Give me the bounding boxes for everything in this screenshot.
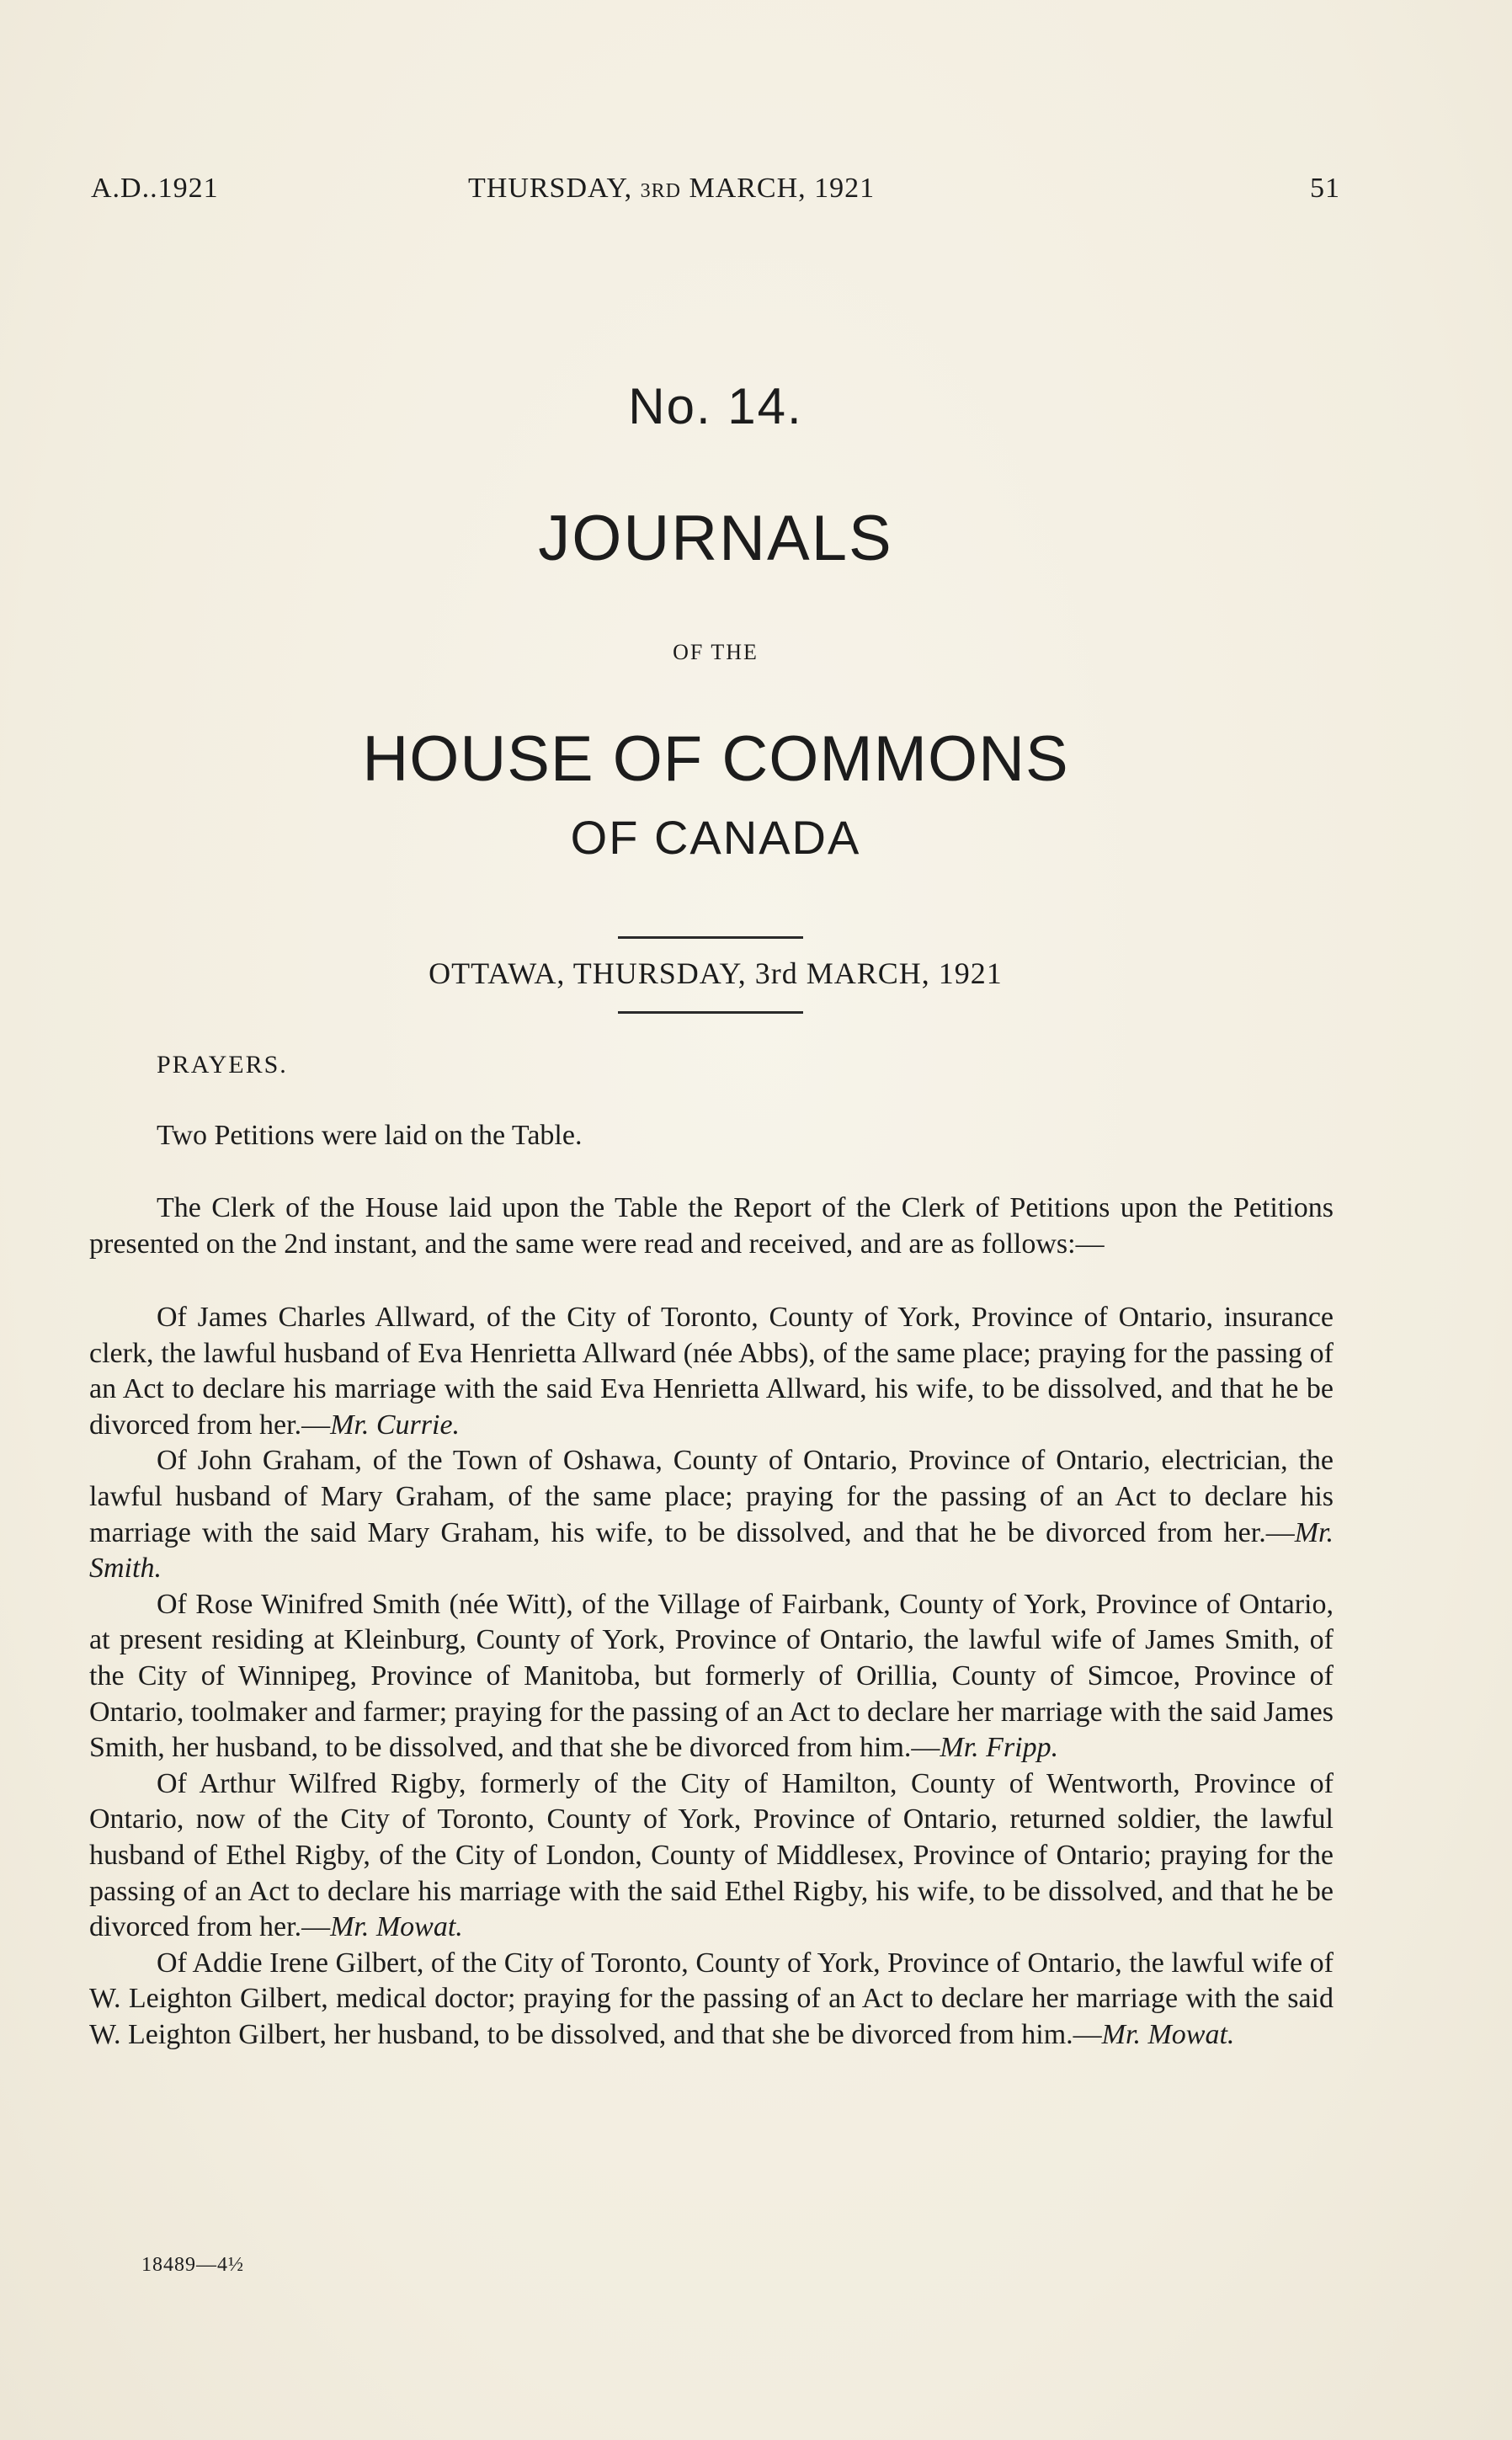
petition-entry (89, 1587, 1334, 1766)
masthead-title: JOURNALS (538, 503, 893, 574)
running-head-month-year: MARCH, 1921 (680, 173, 876, 204)
issue-number: No. 14. (628, 378, 803, 434)
petition-text: Of Rose Winifred Smith (née Witt), of the Village of Fairbank, County of York, Province of Ontario, at present residing at Kleinburg, County of York, Province of Ontario, the lawful wife of James Smith, of the City of Winnipeg, Province of Manitoba, but formerly of Orillia, County of Simcoe, Province of Ontario, toolmaker and farmer; praying for the passing of an Act to declare her marriage with the said James Smith, her husband, to be dissolved, and that she be divorced from him.— (89, 1588, 1334, 1764)
petition-mover: Mr. Fripp. (940, 1732, 1059, 1764)
signature-mark: 18489—4½ (141, 2254, 244, 2276)
page-number: 51 (1310, 173, 1340, 204)
masthead-house: HOUSE OF COMMONS (362, 723, 1069, 795)
running-head-year: A.D..1921 (91, 173, 219, 204)
petition-entry (89, 1443, 1334, 1586)
petition-entry (89, 1946, 1334, 2054)
running-head-ordinal: 3RD (640, 180, 681, 202)
running-head-date (468, 173, 875, 205)
petition-mover: Mr. Currie. (330, 1409, 461, 1441)
running-head (0, 173, 1512, 215)
petition-text: Of John Graham, of the Town of Oshawa, County of Ontario, Province of Ontario, electrician, the lawful husband of Mary Graham, of the same place; praying for the passing of an Act to declare his marriage with the said Mary Graham, his wife, to be dissolved, and that he be divorced from her.— (89, 1445, 1334, 1548)
prayers-heading: PRAYERS. (157, 1051, 288, 1079)
intro-paragraph: The Clerk of the House laid upon the Table the Report of the Clerk of Petitions upon the Petitions presented on the 2nd instant, and the same were read and received, and are as follows:— (89, 1192, 1334, 1260)
running-head-day: THURSDAY, (468, 173, 641, 204)
petition-entries (89, 1300, 1334, 2053)
clerk-report-intro (89, 1191, 1334, 1262)
petition-entry (89, 1766, 1334, 1946)
divider-bottom (618, 1011, 803, 1014)
masthead-of-the: OF THE (673, 640, 759, 664)
divider-top (618, 936, 803, 939)
petition-mover: Mr. Smith. (89, 1516, 1334, 1585)
dateline: OTTAWA, THURSDAY, 3rd MARCH, 1921 (429, 956, 1003, 990)
petition-text: Of Addie Irene Gilbert, of the City of Toronto, County of York, Province of Ontario, the lawful wife of W. Leighton Gilbert, medical doctor; praying for the passing of an Act to declare her marriage with the said W. Leighton Gilbert, her husband, to be dissolved, and that she be divorced from him.— (89, 1947, 1334, 2050)
petition-text: Of James Charles Allward, of the City of Toronto, County of York, Province of Ontario, insurance clerk, the lawful husband of Eva Henrietta Allward (née Abbs), of the same place; praying for the passing of an Act to declare his marriage with the said Eva Henrietta Allward, his wife, to be dissolved, and that he be divorced from her.— (89, 1302, 1334, 1441)
masthead-country: OF CANADA (570, 811, 861, 864)
petition-mover: Mr. Mowat. (1101, 2018, 1235, 2050)
petition-entry (89, 1300, 1334, 1443)
petition-text: Of Arthur Wilfred Rigby, formerly of the City of Hamilton, County of Wentworth, Province of Ontario, now of the City of Toronto, County of York, Province of Ontario, returned soldier, the lawful husband of Ethel Rigby, of the City of London, County of Middlesex, Province of Ontario; praying for the passing of an Act to declare his marriage with the said Ethel Rigby, his wife, to be dissolved, and that he be divorced from her.— (89, 1767, 1334, 1943)
petitions-laid-text: Two Petitions were laid on the Table. (157, 1120, 583, 1151)
petition-mover: Mr. Mowat. (330, 1911, 463, 1943)
